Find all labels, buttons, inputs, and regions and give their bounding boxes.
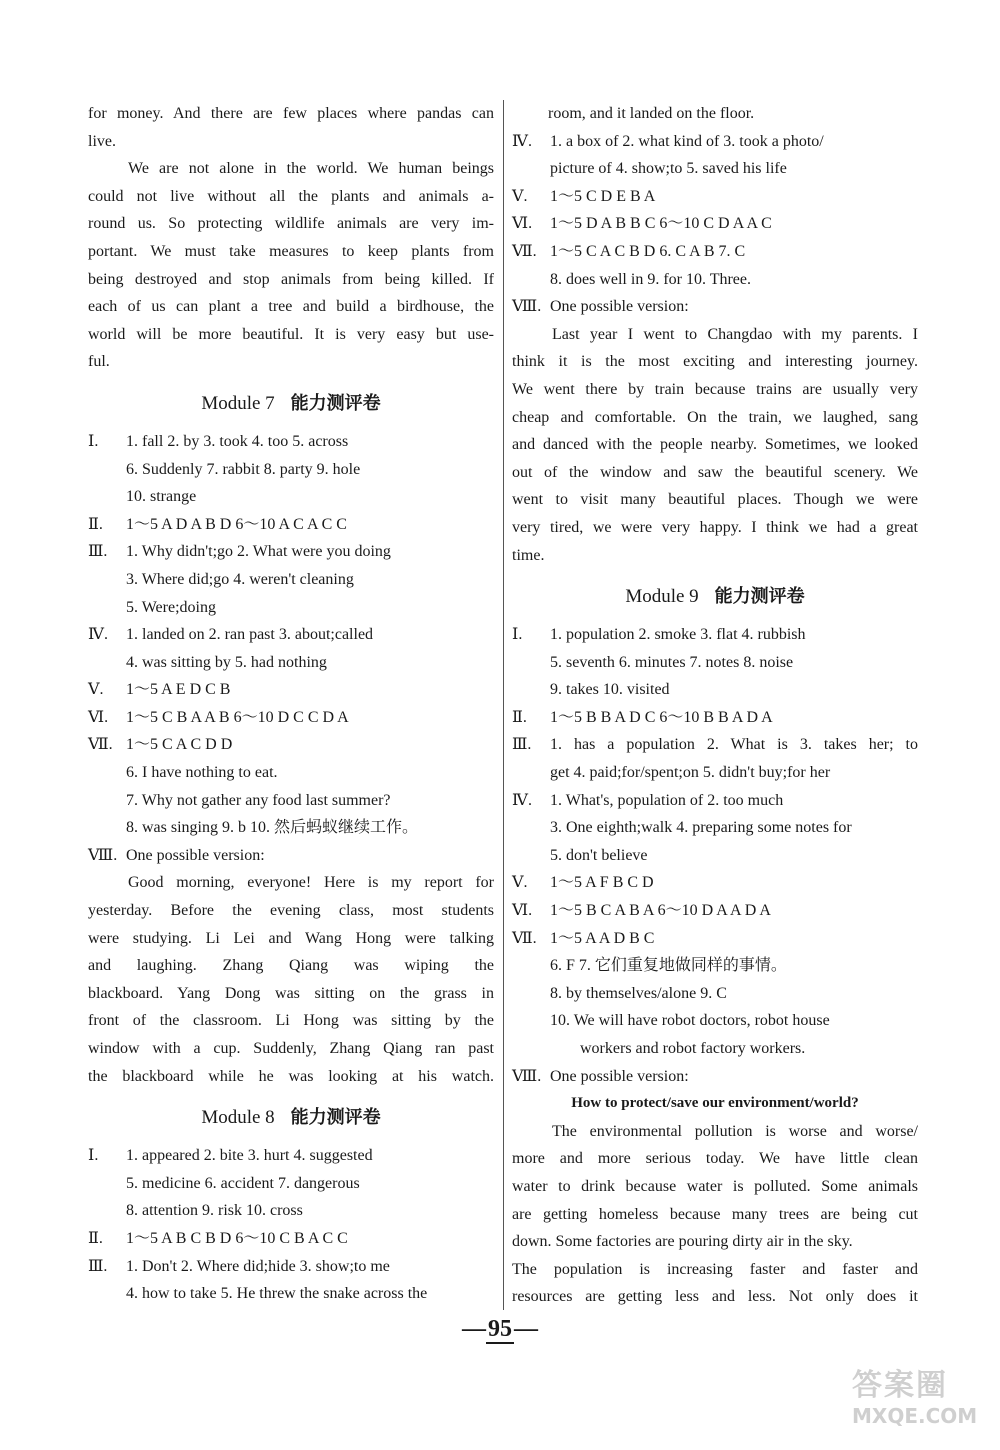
answer-line: 5. seventh 6. minutes 7. notes 8. noise [550,653,794,671]
answer-line: 1～5 A B C B D 6～10 C B A C C [126,1229,348,1247]
essay-line: The environmental pollution is worse and worse/ [552,1122,918,1140]
section-number: Ⅱ. [88,1229,103,1247]
m7-section-6 [88,704,494,732]
essay-line: very tired, we were very happy. I think we had a great [512,518,918,536]
m9-section-2 [512,704,918,732]
module-9-heading [512,583,918,611]
essay-line: blackboard. Yang Dong was sitting on the grass in [88,984,494,1002]
section-number: Ⅶ. [512,242,537,260]
answer-line: 1. Why didn't;go 2. What were you doing [126,543,391,561]
section-number: Ⅱ. [512,708,527,726]
essay-line: the blackboard while he was looking at his watch. [88,1067,494,1085]
section-number: Ⅴ. [512,187,528,205]
right-column [512,100,918,1311]
section-number: Ⅲ. [88,1257,108,1275]
m9-section-1 [512,621,918,704]
answer-line: 5. medicine 6. accident 7. dangerous [126,1174,360,1192]
section-number: Ⅵ. [88,708,109,726]
essay-line: Last year I went to Changdao with my parents. I [552,325,918,343]
answer-line: 1. a box of 2. what kind of 3. took a photo/ [550,132,824,150]
answer-line: workers and robot factory workers. [580,1040,806,1057]
answer-line: 8. was singing 9. b 10. 然后蚂蚁继续工作。 [126,819,419,837]
m7-section-5 [88,676,494,704]
answer-line: 1. What's, population of 2. too much [550,791,784,809]
section-number: Ⅴ. [512,874,528,892]
answer-line: 1～5 A A D B C [550,929,655,947]
essay-line: and danced with the people nearby. Sometimes, we looked [512,436,918,454]
section-number: Ⅱ. [88,515,103,533]
m7-section-7 [88,731,494,841]
answer-line: 8. does well in 9. for 10. Three. [550,270,751,288]
answer-line: 10. We will have robot doctors, robot house [550,1012,830,1030]
m8-section-6 [512,210,918,238]
left-column [88,100,494,1308]
answer-line: 5. Were;doing [126,598,216,616]
answer-line: 7. Why not gather any food last summer? [126,791,391,809]
section-number: Ⅶ. [88,736,113,754]
answer-line: 1. appeared 2. bite 3. hurt 4. suggested [126,1147,373,1165]
section-number: Ⅵ. [512,215,533,233]
answer-line: 4. how to take 5. He threw the snake across the [126,1285,428,1303]
answer-line: 1～5 C A C D D [126,736,233,754]
essay-line: Good morning, everyone! Here is my report for [128,874,494,892]
m8-section-4 [512,128,918,183]
essay-line: water to drink because water is polluted. Some animals [512,1177,918,1195]
answer-line: 3. One eighth;walk 4. preparing some notes for [550,819,852,837]
m7-section-2 [88,511,494,539]
essay-line: each of us can plant a tree and build a birdhouse, the [88,298,494,316]
answer-line: 6. I have nothing to eat. [126,764,278,782]
essay-line: and laughing. Zhang Qiang was wiping the [88,957,494,975]
section-number: Ⅰ. [88,1147,99,1165]
essay-line: portant. We must take measures to keep plants from [88,242,494,260]
answer-line: get 4. paid;for/spent;on 5. didn't buy;for her [550,764,831,782]
essay-line: down. Some factories are pouring dirty air in the sky. [512,1233,853,1251]
m8-section-1 [88,1142,494,1225]
essay-line: time. [512,546,545,564]
answer-line: 1～5 C D E B A [550,187,656,205]
version-label: One possible version: [550,1067,689,1085]
essay-line: yesterday. Before the evening class, most students [88,902,494,920]
m8-section-8 [512,293,918,321]
intro-line: for money. And there are few places where pandas can [88,105,494,122]
section-number: Ⅴ. [88,681,104,699]
module-title-cn: 能力测评卷 [290,1107,381,1129]
answer-line: 5. don't believe [550,846,648,864]
section-number: Ⅲ. [512,736,532,754]
answer-line: 10. strange [126,488,197,506]
answer-line: 1. Don't 2. Where did;hide 3. show;to me [126,1257,390,1275]
m8-section-2 [88,1225,494,1253]
answer-line: 1～5 A D A B D 6～10 A C A C C [126,515,347,533]
module-7-heading [88,390,494,418]
section-number: Ⅷ. [88,846,118,864]
m9-section-4 [512,787,918,870]
page-number-value: 95 [488,1316,512,1342]
answer-line: 8. attention 9. risk 10. cross [126,1202,303,1220]
m7-section-8 [88,842,494,870]
answer-line: 3. Where did;go 4. weren't cleaning [126,570,354,588]
essay-line: The population is increasing faster and faster and [512,1260,918,1278]
section-number: Ⅲ. [88,543,108,561]
essay-line: think it is the most exciting and interesting journey. [512,353,918,371]
essay-line: cheap and comfortable. On the train, we laughed, sang [512,408,918,426]
module-title: Module 8 [201,1107,275,1129]
answer-line: 9. takes 10. visited [550,681,670,699]
m9-section-8 [512,1063,918,1091]
section-number: Ⅳ. [512,132,532,150]
essay-line: out of the window and saw the beautiful scenery. We [512,463,918,481]
m7-section-3 [88,538,494,621]
column-divider [503,100,504,1310]
answer-line: 1～5 C B A A B 6～10 D C C D A [126,708,349,726]
m9-section-6 [512,897,918,925]
essay-line: resources are getting less and less. Not only does it [512,1288,918,1306]
answer-line: picture of 4. show;to 5. saved his life [550,160,787,178]
watermark-text: 答案圈 [852,1368,948,1403]
essay-line: We went there by train because trains are usually very [512,380,918,398]
module-title-cn: 能力测评卷 [290,392,381,414]
page-number: —95— [462,1316,538,1342]
answer-line: 4. was sitting by 5. had nothing [126,653,327,671]
m8-section-7 [512,238,918,293]
answer-line: 1～5 B C A B A 6～10 D A A D A [550,902,771,920]
m7-section-4 [88,621,494,676]
answer-line: 1～5 B B A D C 6～10 B B A D A [550,708,773,726]
version-label: One possible version: [550,298,689,316]
essay-line: could not live without all the plants and animals a- [88,187,494,205]
module-title: Module 9 [625,586,699,608]
essay-line: front of the classroom. Li Hong was sitting by the [88,1012,494,1030]
section-number: Ⅳ. [512,791,532,809]
answer-line: 1. has a population 2. What is 3. takes her; to [550,736,918,754]
m9-section-7 [512,925,918,1063]
essay-title: How to protect/save our environment/world? [571,1095,859,1112]
module-title-cn: 能力测评卷 [714,586,805,608]
answer-line: 1～5 C A C B D 6. C A B 7. C [550,242,746,260]
essay-line: are getting homeless because many trees are being cut [512,1205,918,1223]
version-label: One possible version: [126,846,265,864]
m9-section-5 [512,869,918,897]
essay-line: were studying. Li Lei and Wang Hong were talking [88,929,494,947]
essay-line: We are not alone in the world. We human beings [128,160,494,178]
intro-line: live. [88,132,116,150]
continued-line: room, and it landed on the floor. [548,105,755,122]
m8-section-5 [512,183,918,211]
essay-line: ful. [88,353,110,371]
module-8-heading [88,1104,494,1132]
essay-line: being destroyed and stop animals from being killed. If [88,270,494,288]
watermark-logo [852,1360,982,1438]
answer-line: 1. fall 2. by 3. took 4. too 5. across [126,432,349,450]
answer-line: 1～5 D A B B C 6～10 C D A A C [550,215,772,233]
section-number: Ⅰ. [512,626,523,644]
answer-line: 1～5 A E D C B [126,681,231,699]
m9-section-3 [512,731,918,786]
essay-line: window with a cup. Suddenly, Zhang Qiang ran past [88,1040,494,1057]
answer-line: 6. F 7. 它们重复地做同样的事情。 [550,957,787,975]
section-number: Ⅶ. [512,929,537,947]
m8-section-3 [88,1253,494,1308]
section-number: Ⅵ. [512,902,533,920]
module-title: Module 7 [201,392,275,414]
essay-line: more and more serious today. We have little clean [512,1150,918,1168]
answer-line: 1. landed on 2. ran past 3. about;called [126,626,374,644]
essay-line: round us. So protecting wildlife animals are very im- [88,215,494,233]
section-number: Ⅳ. [88,626,108,644]
answer-line: 8. by themselves/alone 9. C [550,984,727,1002]
answer-line: 6. Suddenly 7. rabbit 8. party 9. hole [126,460,361,478]
essay-line: went to visit many beautiful places. Though we were [512,491,918,509]
essay-line: world will be more beautiful. It is very easy but use- [88,325,494,343]
watermark-url: MXQE.COM [852,1404,978,1428]
answer-line: 1. population 2. smoke 3. flat 4. rubbish [550,626,806,644]
section-number: Ⅷ. [512,1067,542,1085]
m7-section-1 [88,428,494,511]
answer-line: 1～5 A F B C D [550,874,654,892]
section-number: Ⅰ. [88,432,99,450]
section-number: Ⅷ. [512,298,542,316]
